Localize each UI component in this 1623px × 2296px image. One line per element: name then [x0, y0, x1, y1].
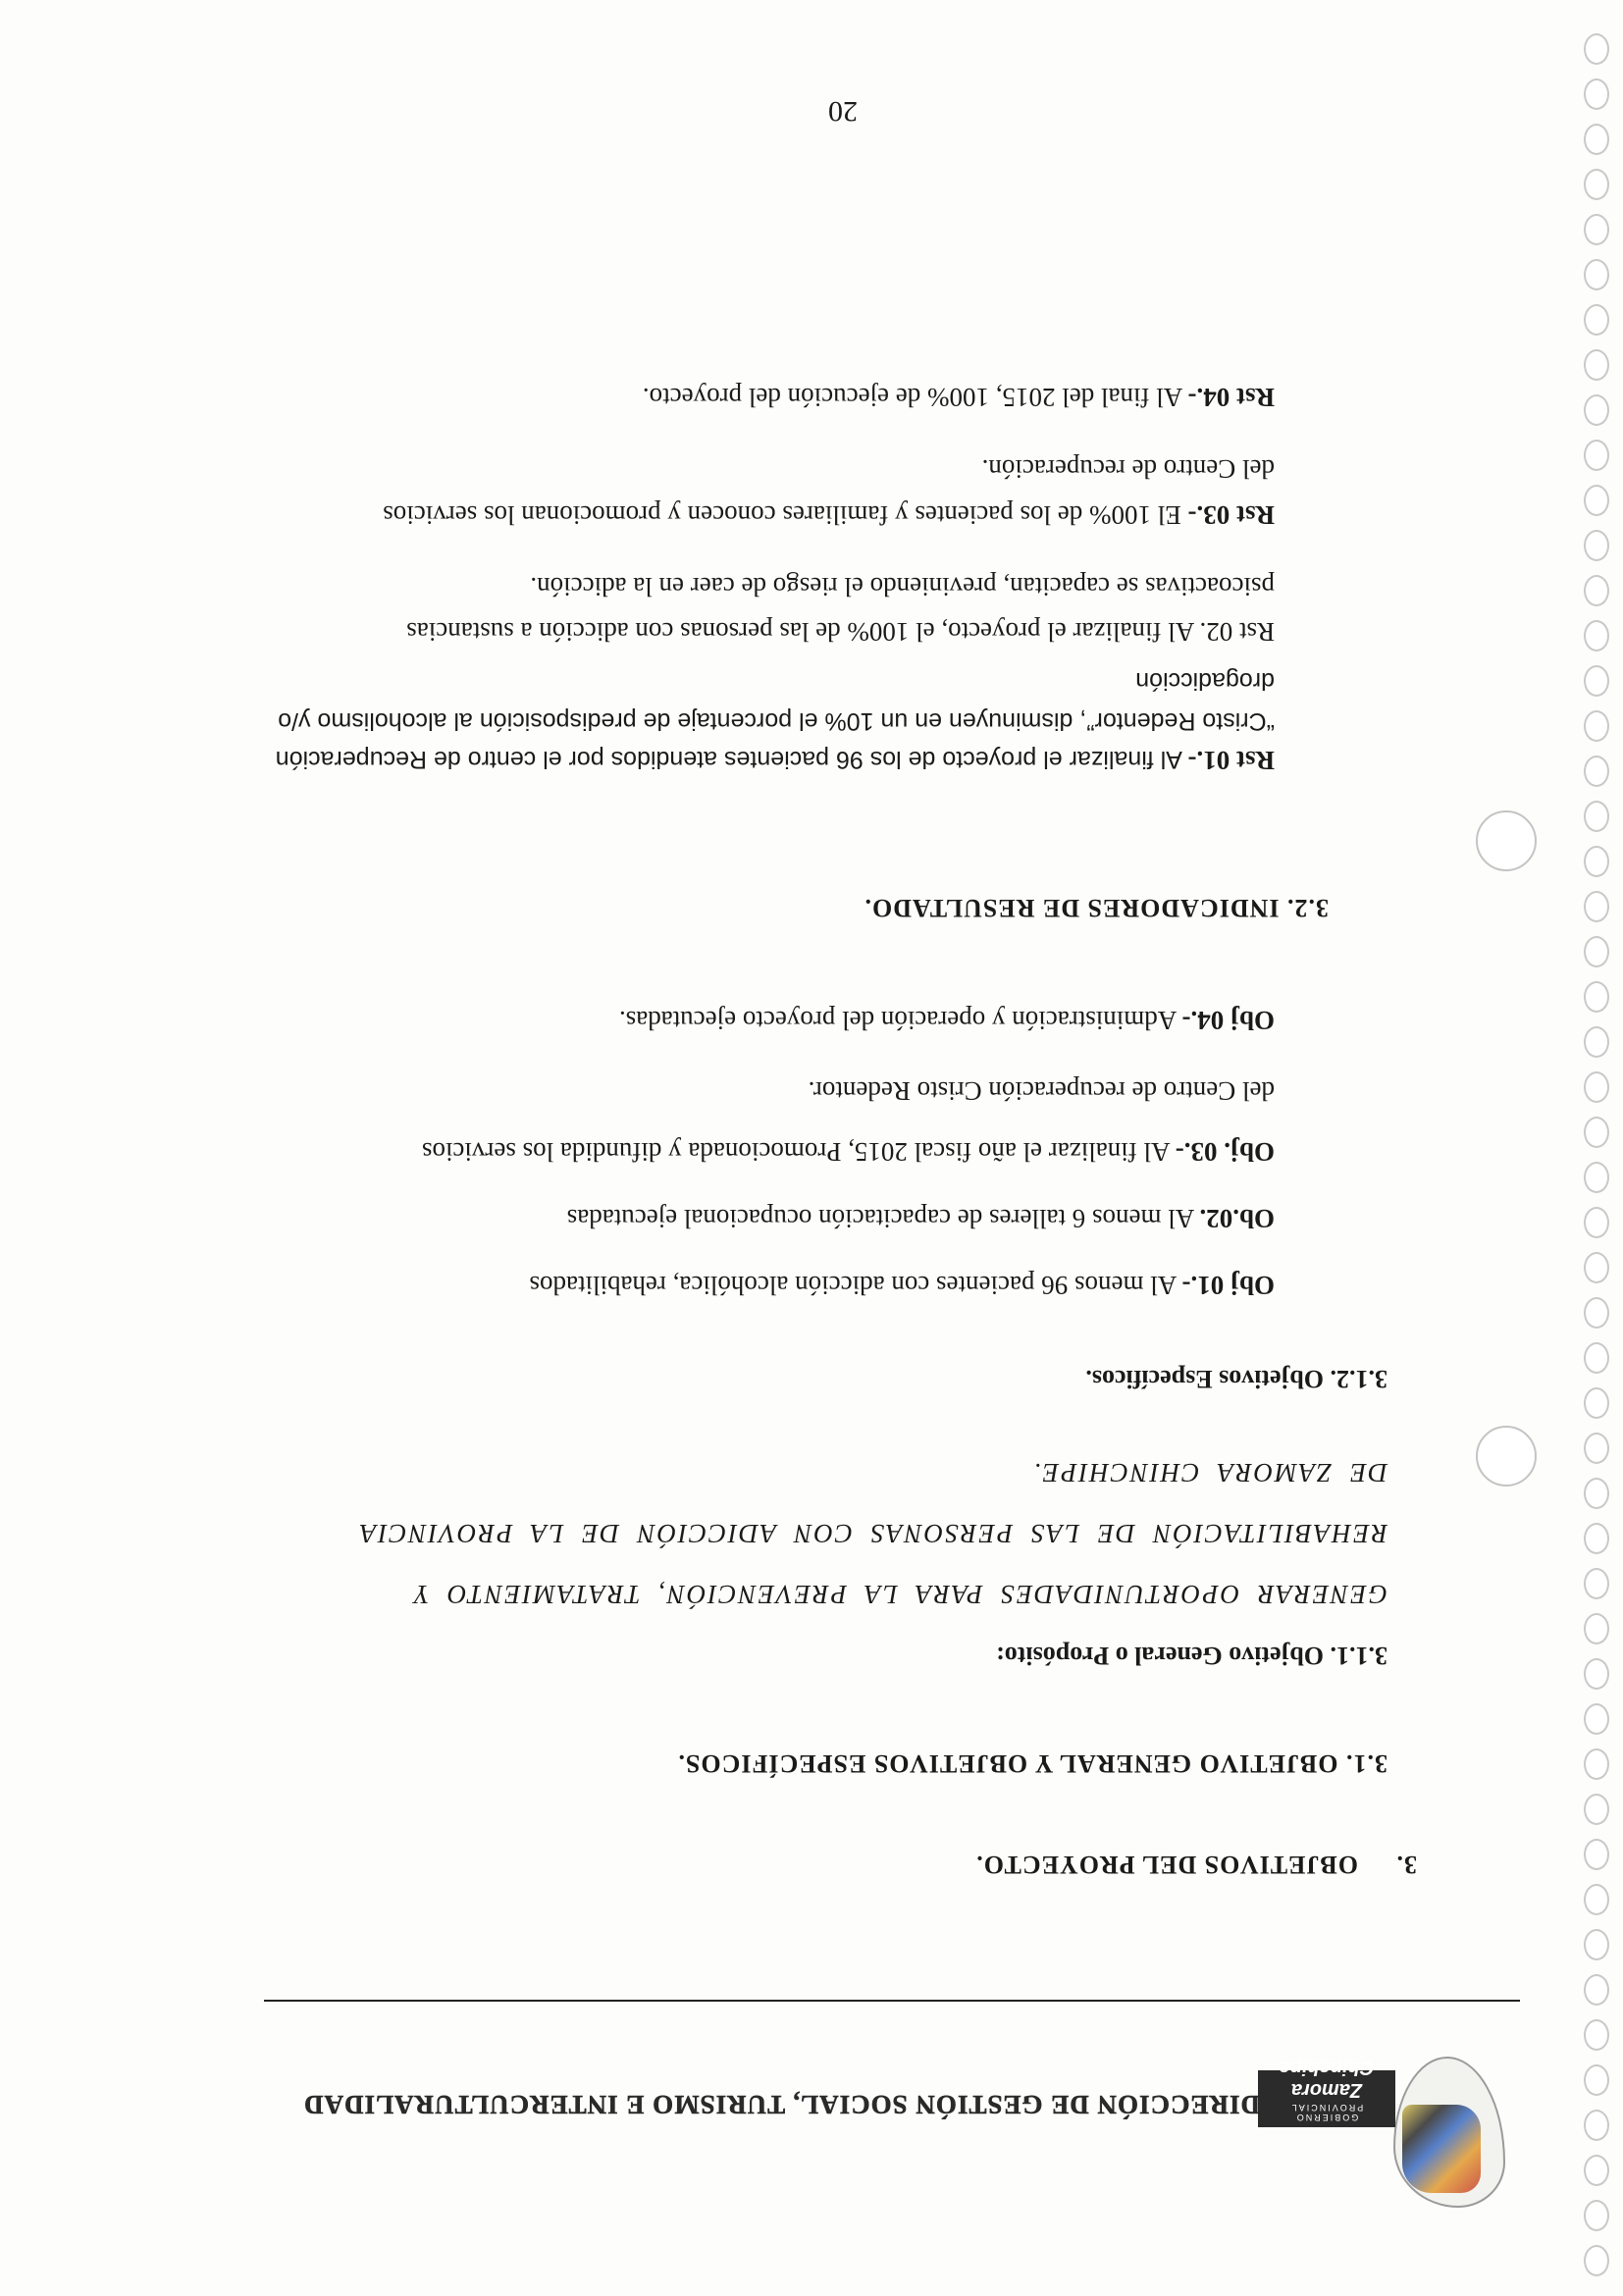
binding-hole [1584, 1794, 1609, 1825]
objective-text: Al menos 6 talleres de capacitación ocupacional ejecutadas [566, 1204, 1200, 1233]
binding-hole [1584, 1252, 1609, 1283]
binding-hole [1584, 2064, 1609, 2096]
binding-hole [1584, 1658, 1609, 1690]
binding-hole [1584, 665, 1609, 697]
institution-logo [1279, 2057, 1505, 2208]
binding-hole [1584, 2200, 1609, 2231]
section-title: OBJETIVOS DEL PROYECTO. [975, 1851, 1358, 1879]
objective-text: Al menos 96 pacientes con adicción alcohólica, rehabilitados [529, 1271, 1182, 1300]
result-indicator-2-line-1: Rst 02. Al finalizar el proyecto, el 100% de las personas con adicción a sustancias [406, 617, 1275, 647]
specific-objective-4 [619, 999, 1275, 1040]
result-indicator-2-line-2: psicoactivas se capacitan, previniendo el riesgo de caer en la adicción. [530, 572, 1275, 601]
specific-objective-3-continued: del Centro de recuperación Cristo Redentor. [808, 1076, 1275, 1106]
indicator-label: Rst 03.- [1187, 500, 1275, 530]
binding-hole [1584, 530, 1609, 561]
subsection-heading-3-1-2: 3.1.2. Objetivos Específicos. [1085, 1365, 1387, 1393]
result-indicator-4 [643, 376, 1275, 417]
binding-hole [1584, 2019, 1609, 2051]
indicator-text: El 100% de los pacientes y familiares conocen y promocionan los servicios [383, 500, 1188, 530]
objective-label: Ob.02. [1199, 1204, 1275, 1233]
binding-hole [1584, 485, 1609, 516]
logo-label [1258, 2057, 1395, 2127]
binding-holes [1576, 20, 1615, 2276]
binding-hole [1584, 1478, 1609, 1509]
binding-hole [1584, 1613, 1609, 1644]
binding-hole [1584, 1839, 1609, 1870]
result-indicator-3-line-2: del Centro de recuperación. [981, 454, 1275, 484]
binding-hole [1584, 214, 1609, 245]
binding-hole [1584, 1342, 1609, 1374]
binding-hole [1584, 1207, 1609, 1238]
header-divider [264, 2000, 1520, 2002]
result-indicator-1-line-1 [276, 739, 1275, 780]
punch-hole [1476, 810, 1537, 871]
binding-hole [1584, 2245, 1609, 2276]
general-objective-line-2: REHABILITACIÓN DE LAS PERSONAS CON ADICCIÓN DE LA PROVINCIA [358, 1519, 1387, 1548]
binding-hole [1584, 846, 1609, 877]
binding-hole [1584, 1748, 1609, 1780]
department-title: DIRECCIÓN DE GESTIÓN SOCIAL, TURISMO E INTERCULTURALIDAD [303, 2090, 1260, 2119]
objective-text: Al finalizar el año fiscal 2015, Promocionada y difundida los servicios [421, 1137, 1176, 1167]
objective-label: Obj 01.- [1181, 1271, 1275, 1300]
binding-hole [1584, 1433, 1609, 1464]
logo-small-text: GOBIERNO PROVINCIAL [1289, 2103, 1364, 2122]
punch-hole [1476, 1426, 1537, 1487]
binding-hole [1584, 440, 1609, 471]
indicator-text: Al finalizar el proyecto de los 96 pacientes atendidos por el centro de Recuperación [275, 746, 1188, 773]
binding-hole [1584, 1387, 1609, 1419]
binding-hole [1584, 1884, 1609, 1915]
result-indicator-1-line-3: drogadicción [1135, 667, 1275, 695]
binding-hole [1584, 304, 1609, 336]
indicator-label: Rst 01.- [1187, 746, 1275, 775]
subsection-heading-3-1-1: 3.1.1. Objetivo General o Propósito: [996, 1642, 1387, 1670]
specific-objective-3 [422, 1130, 1275, 1172]
binding-hole [1584, 756, 1609, 787]
binding-hole [1584, 124, 1609, 155]
binding-hole [1584, 78, 1609, 110]
binding-hole [1584, 394, 1609, 426]
specific-objective-1 [529, 1264, 1275, 1305]
binding-hole [1584, 1929, 1609, 1960]
general-objective-line-3: DE ZAMORA CHINCHIPE. [1031, 1458, 1387, 1487]
logo-figures-icon [1402, 2105, 1481, 2193]
logo-big-text: Zamora Chinchipe [1279, 2057, 1375, 2101]
subsection-heading-3-1: 3.1. OBJETIVO GENERAL Y OBJETIVOS ESPECÍFICOS. [677, 1749, 1387, 1778]
binding-hole [1584, 33, 1609, 65]
binding-hole [1584, 1117, 1609, 1148]
objective-label: Obj 04.- [1181, 1006, 1275, 1035]
specific-objective-2 [567, 1197, 1275, 1238]
binding-hole [1584, 1703, 1609, 1735]
binding-hole [1584, 349, 1609, 381]
section-number: 3. [1395, 1851, 1417, 1879]
binding-hole [1584, 1071, 1609, 1103]
binding-hole [1584, 259, 1609, 290]
indicator-label: Rst 04.- [1187, 383, 1275, 412]
binding-hole [1584, 801, 1609, 832]
binding-hole [1584, 2155, 1609, 2186]
binding-hole [1584, 1523, 1609, 1554]
letterhead [102, 2051, 1525, 2227]
binding-hole [1584, 620, 1609, 652]
binding-hole [1584, 1297, 1609, 1329]
objective-label: Obj. 03.- [1175, 1137, 1275, 1167]
binding-hole [1584, 1974, 1609, 2006]
page-number: 20 [828, 95, 858, 128]
binding-hole [1584, 1026, 1609, 1058]
binding-hole [1584, 2110, 1609, 2141]
objective-text: Administración y operación del proyecto ejecutadas. [618, 1006, 1182, 1035]
general-objective-line-1: GENERAR OPORTUNIDADES PARA LA PREVENCIÓN, TRATAMIENTO Y [412, 1580, 1387, 1609]
result-indicator-1-line-2: “Cristo Redentor”, disminuyen en un 10% el porcentaje de predisposición al alcoholismo y/o [278, 707, 1275, 735]
subsection-heading-3-2: 3.2. INDICADORES DE RESULTADO. [864, 894, 1329, 922]
binding-hole [1584, 936, 1609, 967]
binding-hole [1584, 891, 1609, 922]
binding-hole [1584, 575, 1609, 606]
binding-hole [1584, 981, 1609, 1013]
binding-hole [1584, 1568, 1609, 1599]
result-indicator-3-line-1 [383, 494, 1275, 535]
section-heading [975, 1850, 1417, 1879]
binding-hole [1584, 169, 1609, 200]
binding-hole [1584, 710, 1609, 742]
binding-hole [1584, 1162, 1609, 1193]
indicator-text: Al final del 2015, 100% de ejecución del proyecto. [642, 383, 1188, 412]
